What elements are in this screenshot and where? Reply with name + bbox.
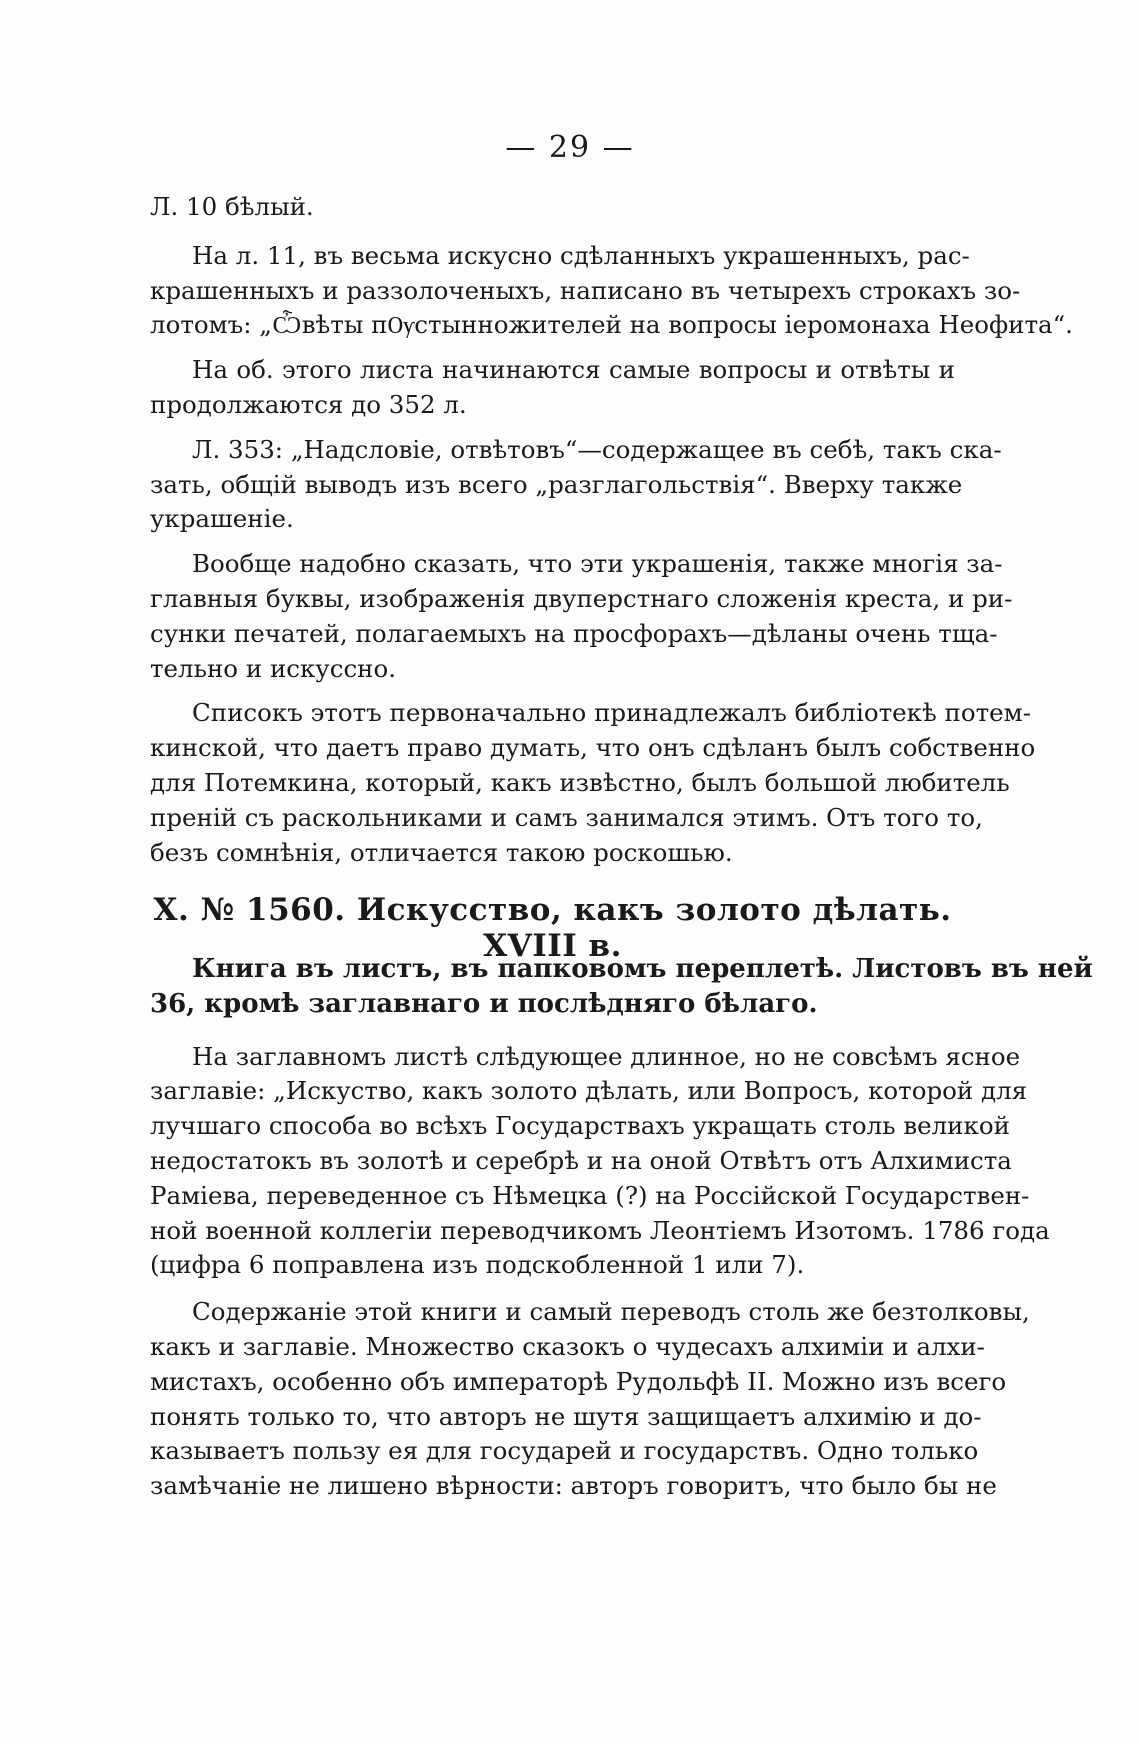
top-text-block bbox=[150, 190, 1073, 884]
paragraph-leaf-353 bbox=[150, 433, 1002, 537]
text-line: Вообще надобно сказать, что эти украшенія, также многія за- bbox=[192, 549, 1003, 579]
text-line: ной военной коллегіи переводчикомъ Леонтіемъ Изотомъ. 1786 года bbox=[150, 1215, 1050, 1245]
text-line: Л. 353: „Надсловіе, отвѣтовъ“—содержащее въ себѣ, такъ ска- bbox=[192, 434, 1002, 464]
text-line: зать, общій выводъ изъ всего „разглагольствія“. Вверху также bbox=[150, 469, 963, 499]
text-line: На заглавномъ листѣ слѣдующее длинное, но не совсѣмъ ясное bbox=[192, 1041, 1021, 1071]
text-line: замѣчаніе не лишено вѣрности: авторъ говоритъ, что было бы не bbox=[150, 1471, 997, 1501]
paragraph-content bbox=[150, 1295, 1030, 1504]
text-line: Книга въ листъ, въ папковомъ переплетѣ. Листовъ въ ней bbox=[192, 954, 1093, 984]
text-line: недостатокъ въ золотѣ и серебрѣ и на оной Отвѣтъ отъ Алхимиста bbox=[150, 1145, 1012, 1175]
text-line: лучшаго способа во всѣхъ Государствахъ укращать столь великой bbox=[150, 1111, 1010, 1141]
paragraph-provenance bbox=[150, 696, 1036, 870]
text-line: для Потемкина, который, какъ извѣстно, былъ большой любитель bbox=[150, 767, 1010, 797]
text-line: казываетъ пользу ея для государей и государствъ. Одно только bbox=[150, 1436, 979, 1466]
page-number: — 29 — bbox=[505, 130, 635, 165]
paragraph-verso bbox=[150, 353, 955, 423]
text-line: понять только то, что авторъ не шутя защищаетъ алхимію и до- bbox=[150, 1401, 982, 1431]
text-line: безъ сомнѣнія, отличается такою роскошью. bbox=[150, 837, 733, 867]
paragraph-leaf-11 bbox=[150, 239, 1073, 343]
text-line: Содержаніе этой книги и самый переводъ столь же безтолковы, bbox=[192, 1297, 1030, 1327]
text-line: какъ и заглавіе. Множество сказокъ о чудесахъ алхиміи и алхи- bbox=[150, 1331, 985, 1361]
text-line: украшеніе. bbox=[150, 504, 294, 534]
text-line: На об. этого листа начинаются самые вопросы и отвѣты и bbox=[192, 355, 955, 385]
text-line: Раміева, переведенное съ Нѣмецка (?) на Россійской Государствен- bbox=[150, 1180, 1030, 1210]
text-line: тельно и искуссно. bbox=[150, 653, 397, 683]
bottom-text-block bbox=[150, 952, 1093, 1518]
text-line: На л. 11, въ весьма искусно сдѣланныхъ украшенныхъ, рас- bbox=[192, 240, 970, 270]
text-line: сунки печатей, полагаемыхъ на просфорахъ—дѣланы очень тща- bbox=[150, 618, 998, 648]
text-line: Л. 10 бѣлый. bbox=[150, 192, 314, 221]
text-line: продолжаются до 352 л. bbox=[150, 389, 467, 419]
text-line: лотомъ: „Ѽвѣты пѸстынножителей на вопросы іеромонаха Неофита“. bbox=[150, 310, 1073, 340]
text-line: 36, кромѣ заглавнаго и послѣдняго бѣлаго. bbox=[150, 988, 818, 1019]
heading-number: X. № 1560. bbox=[153, 892, 346, 928]
paragraph-title-leaf bbox=[150, 1040, 1050, 1284]
text-line: главныя буквы, изображенія двуперстнаго сложенія креста, и ри- bbox=[150, 583, 1013, 613]
text-line: преній съ раскольниками и самъ занимался этимъ. Отъ того то, bbox=[150, 802, 983, 832]
text-line: (цифра 6 поправлена изъ подскобленной 1 или 7). bbox=[150, 1250, 805, 1280]
paragraph-book-description bbox=[150, 952, 1093, 1022]
paragraph-ornaments bbox=[150, 547, 1013, 686]
text-line: Списокъ этотъ первоначально принадлежалъ библіотекѣ потем- bbox=[192, 698, 1031, 728]
text-line: крашенныхъ и раззолоченыхъ, написано въ четырехъ строкахъ зо- bbox=[150, 275, 1021, 305]
text-line: заглавіе: „Искуство, какъ золото дѣлать, или Вопросъ, которой для bbox=[150, 1076, 1028, 1106]
text-line: мистахъ, особенно объ императорѣ Рудольфѣ II. Можно изъ всего bbox=[150, 1366, 1007, 1396]
heading-title: Искусство, какъ золото дѣлать. XVIII в. bbox=[356, 892, 952, 964]
paragraph-leaf-10 bbox=[150, 190, 955, 225]
text-line: кинской, что даетъ право думать, что онъ сдѣланъ былъ собственно bbox=[150, 733, 1036, 763]
